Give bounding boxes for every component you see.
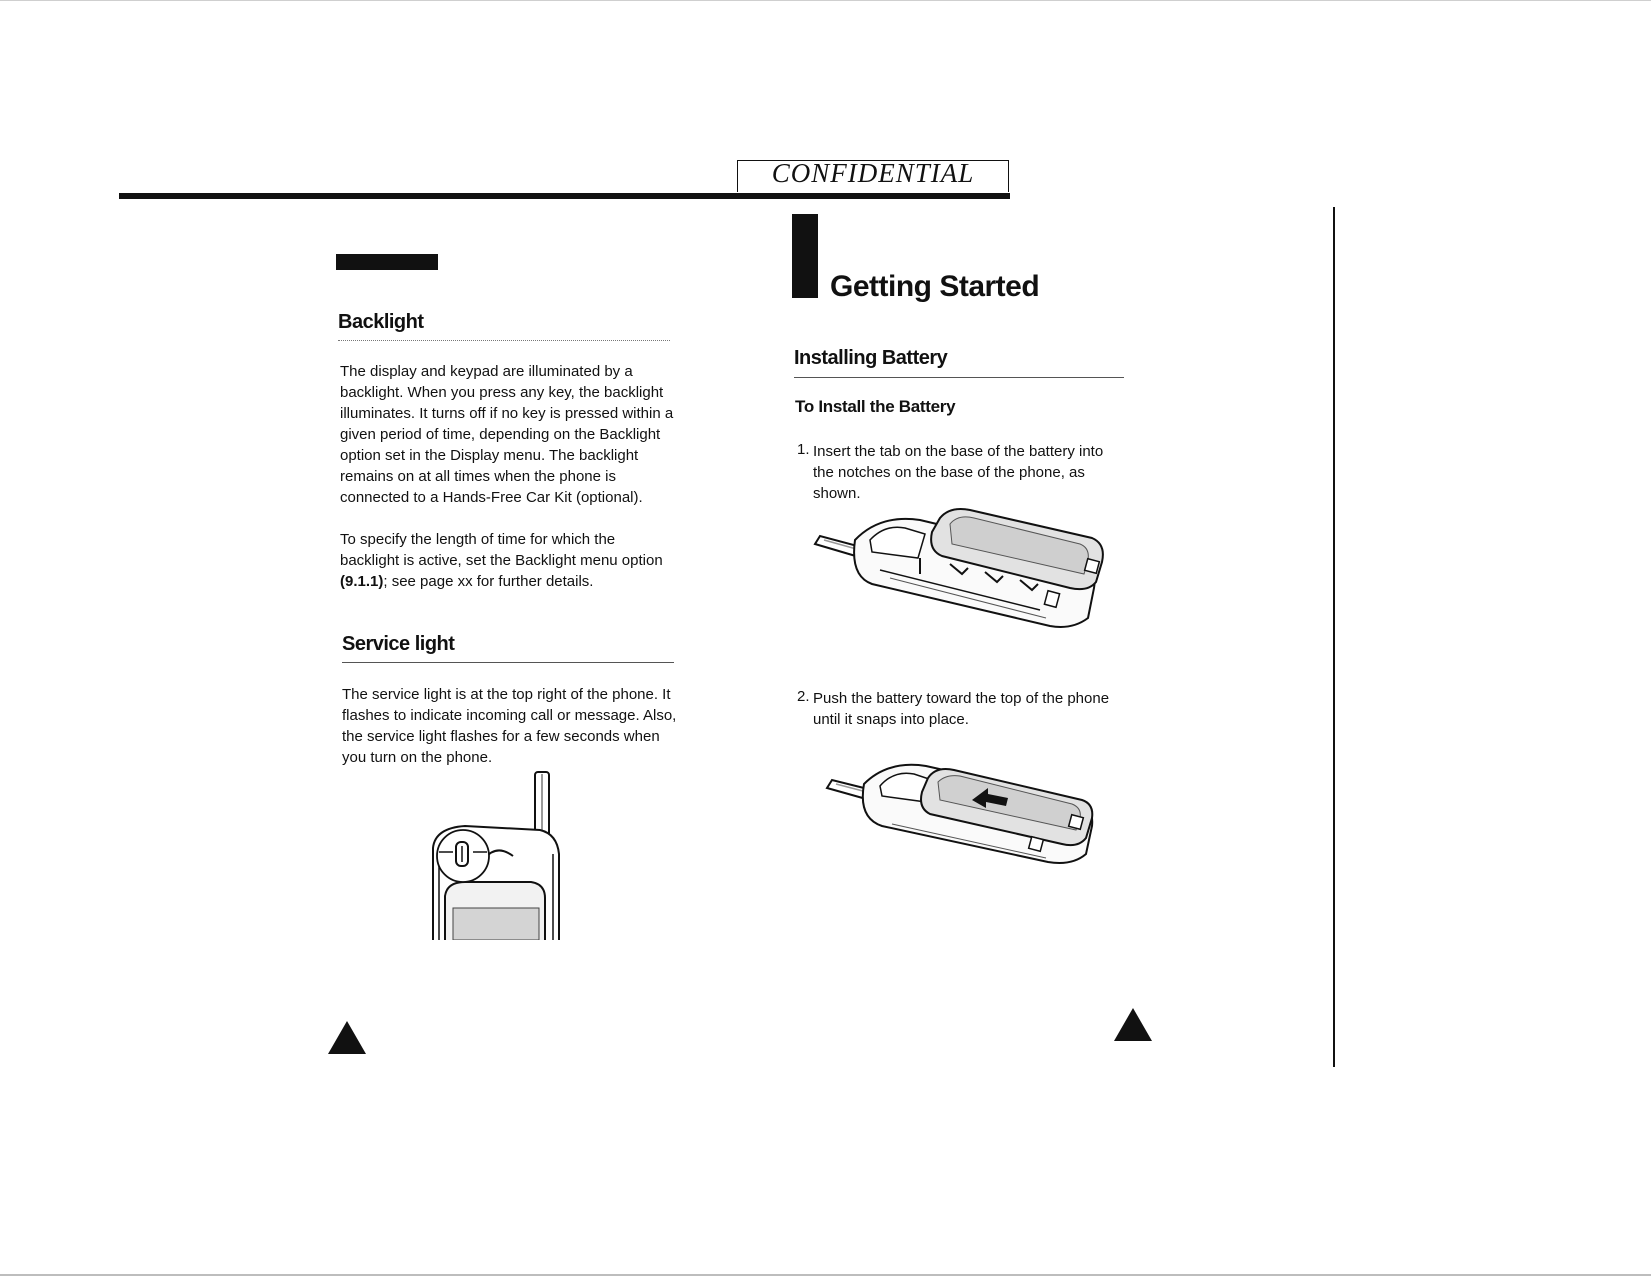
chapter-title: Getting Started — [830, 270, 1040, 303]
step-1-text: Insert the tab on the base of the battery into the notches on the base of the phone, as shown. — [813, 443, 1104, 502]
chapter-bar — [792, 214, 818, 298]
backlight-paragraph-2: To specify the length of time for which the backlight is active, set the Backlight menu option (9.1.1); see page xx for further details. — [340, 531, 663, 590]
service-light-paragraph: The service light is at the top right of the phone. It flashes to indicate incoming call or message. Also, the service light flashes for a few seconds when you turn on the phone. — [342, 686, 677, 766]
step-1-number: 1. — [797, 441, 810, 458]
installing-battery-underline — [794, 377, 1124, 378]
service-light-heading: Service light — [342, 633, 455, 655]
backlight-underline — [338, 340, 670, 341]
confidential-label: CONFIDENTIAL — [771, 158, 975, 188]
battery-insert-illustration — [810, 500, 1135, 640]
step-2-number: 2. — [797, 688, 810, 705]
page-number-marker-right — [1114, 1008, 1152, 1041]
backlight-paragraph-1: The display and keypad are illuminated by a backlight. When you press any key, the backlight illuminates. It turns off if no key is pressed within a given period of time, depending on the Backlight option set in the Display menu. The backlight remains on at all times when the phone is connected to a Hands-Free Car Kit (optional). — [340, 363, 674, 506]
page-number-marker-left — [328, 1021, 366, 1054]
page-edge-line — [1333, 207, 1335, 1067]
chapter-tab-marker — [336, 254, 438, 270]
step-2-text: Push the battery toward the top of the phone until it snaps into place. — [813, 690, 1110, 728]
header-rule — [119, 193, 1010, 199]
phone-service-light-illustration — [425, 768, 575, 940]
battery-snap-illustration — [822, 754, 1122, 874]
installing-battery-heading: Installing Battery — [794, 347, 948, 369]
install-battery-subheading: To Install the Battery — [795, 397, 956, 416]
menu-option-code: (9.1.1) — [340, 573, 384, 590]
backlight-heading: Backlight — [338, 311, 424, 333]
service-light-underline — [342, 662, 674, 663]
scan-top-edge — [0, 0, 1651, 1]
